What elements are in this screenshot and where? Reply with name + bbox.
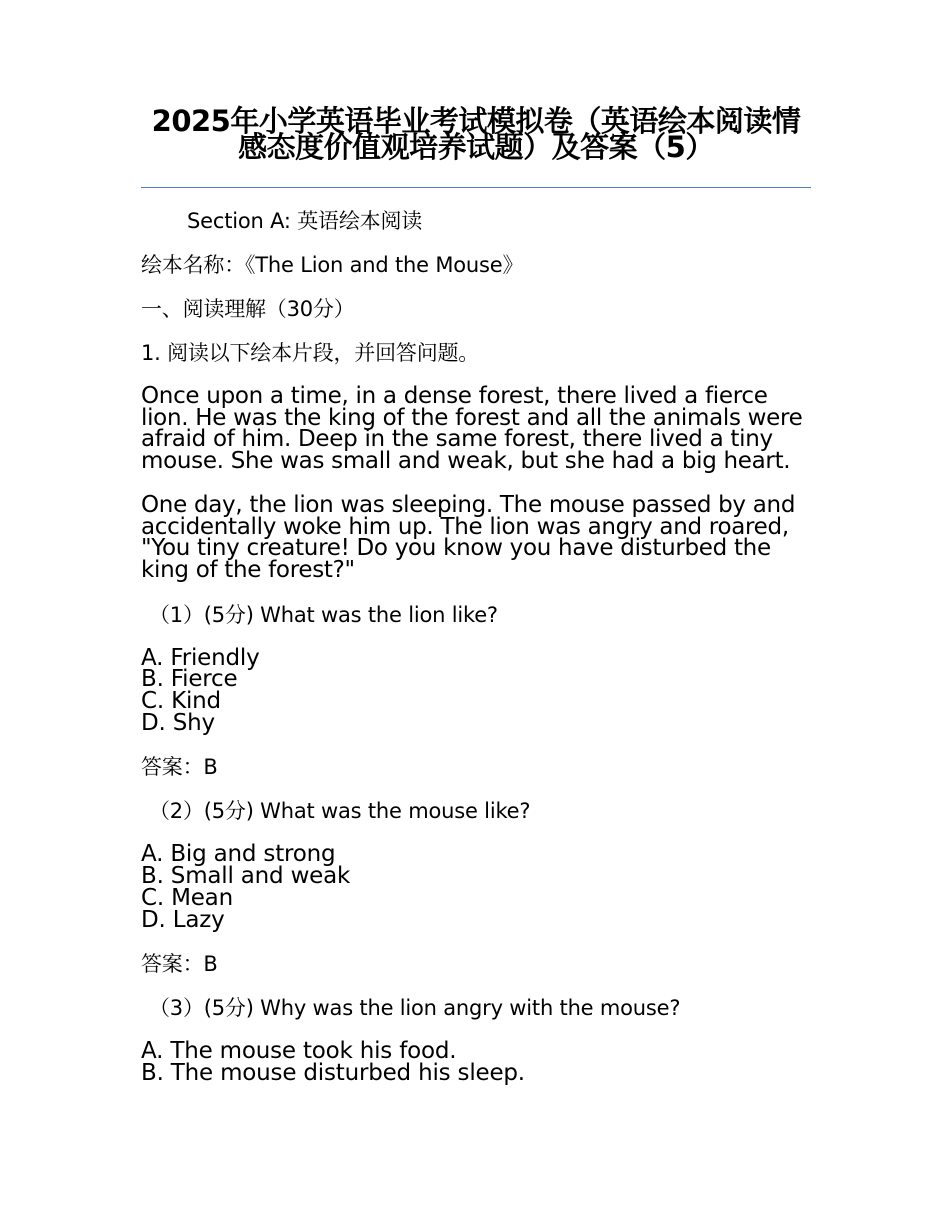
option: D. Shy	[141, 709, 215, 736]
answer: 答案：B	[141, 952, 218, 977]
option: A. The mouse took his food.	[141, 1038, 457, 1065]
option-list	[141, 644, 811, 736]
book-name: 绘本名称：《The Lion and the Mouse》	[141, 253, 524, 277]
question-stem: （2）(5分) What was the mouse like?	[149, 799, 531, 824]
document-title: 2025年小学英语毕业考试模拟卷（英语绘本阅读情感态度价值观培养试题）及答案（5）	[151, 104, 801, 164]
option: B. Fierce	[141, 666, 238, 693]
option: C. Kind	[141, 688, 221, 715]
passage-paragraph: One day, the lion was sleeping. The mouse passed by and accidentally woke him up. The lion was angry and roared, "You tiny creature! Do you know you have disturbed the king of the forest?"	[141, 491, 796, 583]
option: A. Friendly	[141, 644, 260, 671]
question-stem: （1）(5分) What was the lion like?	[149, 602, 498, 627]
option: C. Mean	[141, 884, 233, 911]
option-list	[141, 841, 811, 933]
passage-paragraph: Once upon a time, in a dense forest, there lived a fierce lion. He was the king of the forest and all the animals were afraid of him. Deep in the same forest, there lived a tiny mouse. She was small and weak, but she had a big heart.	[141, 383, 803, 475]
answer: 答案：B	[141, 755, 218, 780]
section-heading: Section A: 英语绘本阅读	[187, 209, 423, 233]
option: D. Lazy	[141, 906, 225, 933]
option: A. Big and strong	[141, 841, 336, 868]
part-heading: 一、阅读理解（30分）	[141, 297, 355, 321]
option-list	[141, 1038, 811, 1086]
title-underline	[141, 187, 811, 188]
instruction: 1. 阅读以下绘本片段，并回答问题。	[141, 341, 480, 365]
option: B. Small and weak	[141, 863, 351, 890]
option: B. The mouse disturbed his sleep.	[141, 1059, 525, 1086]
question-stem: （3）(5分) Why was the lion angry with the mouse?	[149, 996, 681, 1021]
document-page	[141, 100, 811, 1085]
